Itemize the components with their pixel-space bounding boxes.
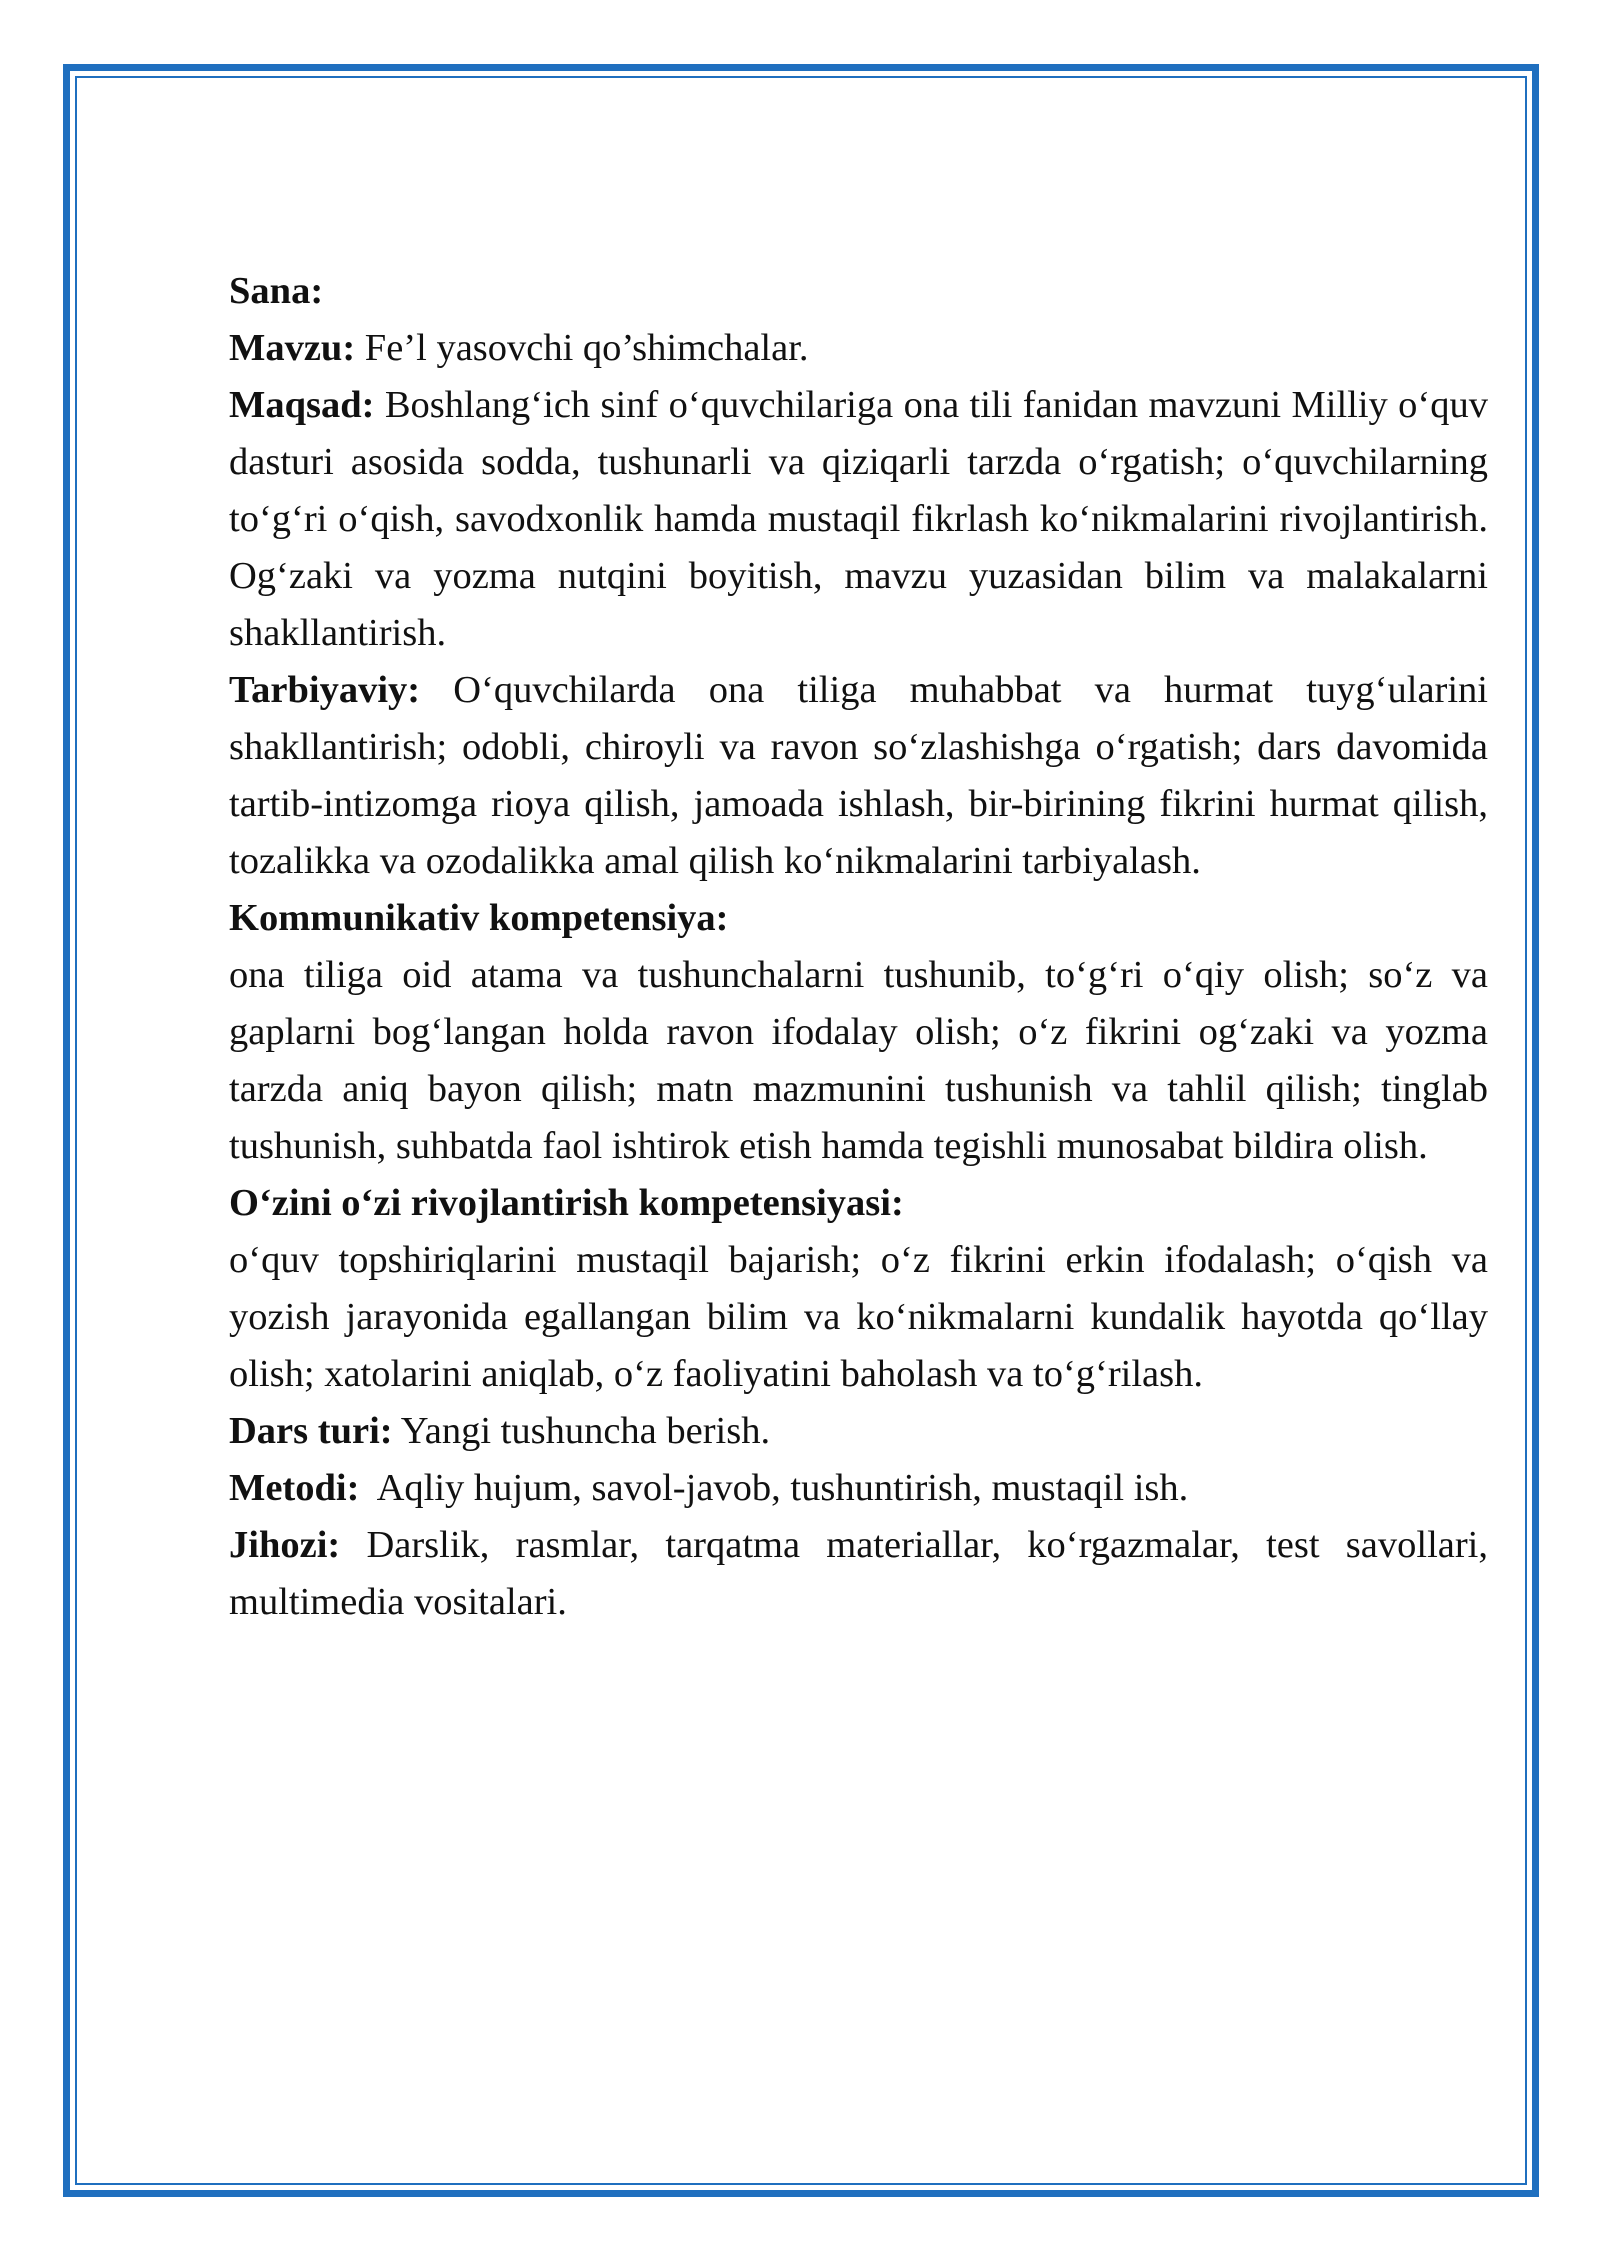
dars-turi-label: Dars turi: bbox=[229, 1410, 393, 1452]
lesson-plan-body bbox=[229, 263, 1488, 1631]
jihozi-label: Jihozi: bbox=[229, 1524, 341, 1566]
metodi-line bbox=[229, 1460, 1488, 1517]
maqsad-paragraph bbox=[229, 377, 1488, 662]
ozini-paragraph bbox=[229, 1232, 1488, 1403]
sana-line bbox=[229, 263, 1488, 320]
metodi-label: Metodi: bbox=[229, 1467, 360, 1509]
metodi-text: Aqliy hujum, savol-javob, tushuntirish, mustaqil ish. bbox=[359, 1467, 1189, 1509]
tarbiyaviy-paragraph bbox=[229, 662, 1488, 890]
ozini-heading bbox=[229, 1175, 1488, 1232]
jihozi-text: Darslik, rasmlar, tarqatma materiallar, ko‘rgazmalar, test savollari, multimedia vositalari. bbox=[229, 1524, 1488, 1623]
kommunikativ-text: ona tiliga oid atama va tushunchalarni tushunib, to‘g‘ri o‘qiy olish; so‘z va gaplarni bog‘langan holda ravon ifodalay olish; o‘z fikrini og‘zaki va yozma tarzda aniq bayon qilish; matn mazmunini tushunish va tahlil qilish; tinglab tushunish, suhbatda faol ishtirok etish hamda tegishli munosabat bildira olish. bbox=[229, 954, 1488, 1167]
ozini-text: o‘quv topshiriqlarini mustaqil bajarish; o‘z fikrini erkin ifodalash; o‘qish va yozish jarayonida egallangan bilim va ko‘nikmalarni kundalik hayotda qo‘llay olish; xatolarini aniqlab, o‘z faoliyatini baholash va to‘g‘rilash. bbox=[229, 1239, 1488, 1395]
kommunikativ-label: Kommunikativ kompetensiya: bbox=[229, 897, 729, 939]
dars-turi-line bbox=[229, 1403, 1488, 1460]
maqsad-label: Maqsad: bbox=[229, 384, 375, 426]
dars-turi-text: Yangi tushuncha berish. bbox=[392, 1410, 771, 1452]
maqsad-text: Boshlang‘ich sinf o‘quvchilariga ona tili fanidan mavzuni Milliy o‘quv dasturi asosida sodda, tushunarli va qiziqarli tarzda o‘rgatish; o‘quvchilarning to‘g‘ri o‘qish, savodxonlik hamda mustaqil fikrlash ko‘nikmalarini rivojlantirish. Og‘zaki va yozma nutqini boyitish, mavzu yuzasidan bilim va malakalarni shakllantirish. bbox=[229, 384, 1488, 654]
ozini-label: O‘zini o‘zi rivojlantirish kompetensiyasi: bbox=[229, 1182, 904, 1224]
jihozi-paragraph bbox=[229, 1517, 1488, 1631]
tarbiyaviy-label: Tarbiyaviy: bbox=[229, 669, 421, 711]
mavzu-line bbox=[229, 320, 1488, 377]
kommunikativ-paragraph bbox=[229, 947, 1488, 1175]
sana-label: Sana: bbox=[229, 270, 324, 312]
tarbiyaviy-text: O‘quvchilarda ona tiliga muhabbat va hurmat tuyg‘ularini shakllantirish; odobli, chiroyli va ravon so‘zlashishga o‘rgatish; dars davomida tartib-intizomga rioya qilish, jamoada ishlash, bir-birining fikrini hurmat qilish, tozalikka va ozodalikka amal qilish ko‘nikmalarini tarbiyalash. bbox=[229, 669, 1488, 882]
kommunikativ-heading bbox=[229, 890, 1488, 947]
mavzu-label: Mavzu: bbox=[229, 327, 356, 369]
mavzu-text: Fe’l yasovchi qo’shimchalar. bbox=[355, 327, 809, 369]
